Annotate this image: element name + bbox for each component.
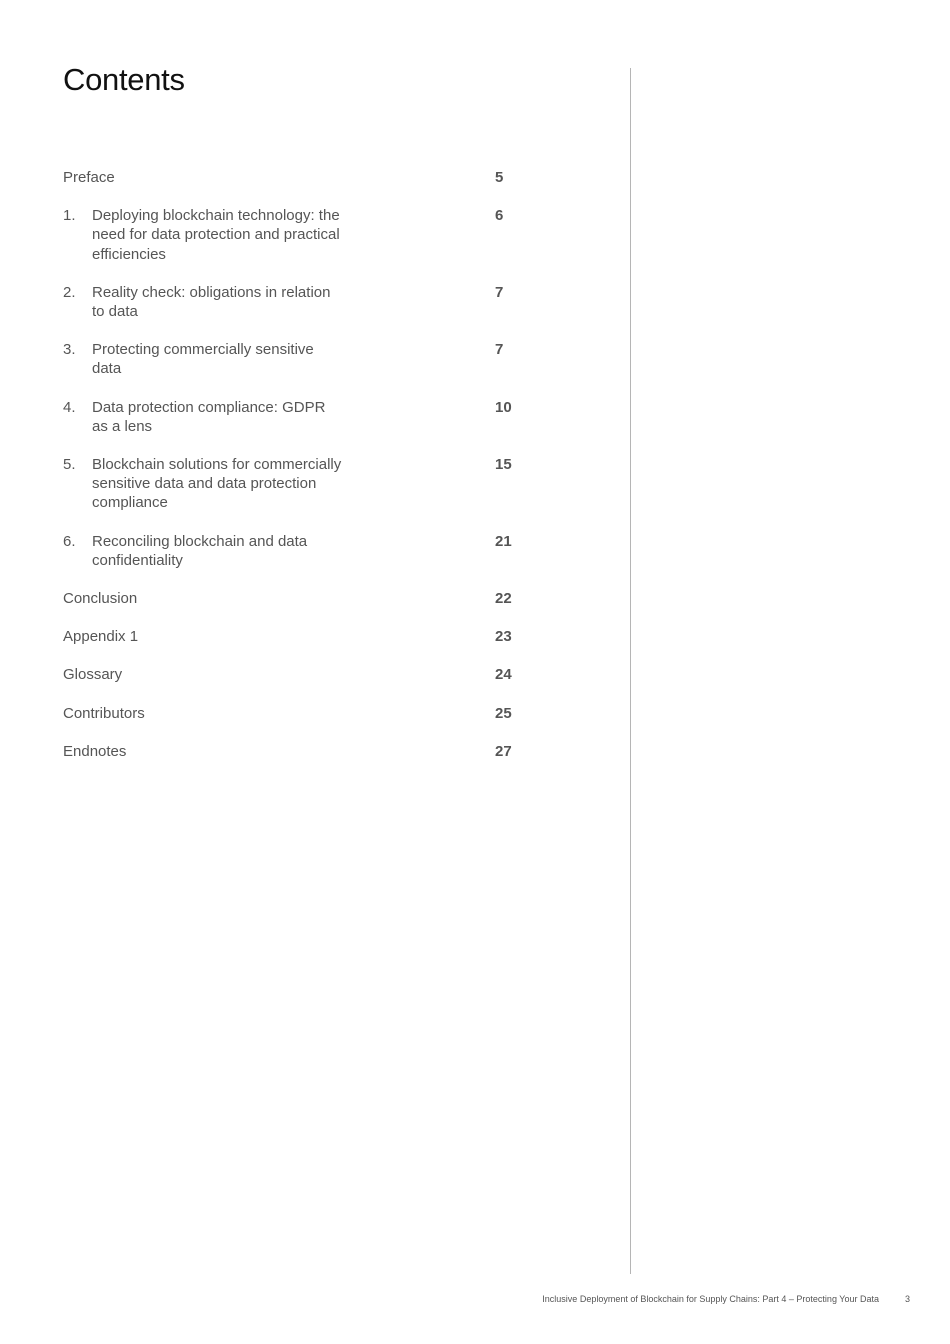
toc-entry-endnotes[interactable] — [63, 742, 523, 761]
toc-page-number: 5 — [495, 169, 504, 186]
toc-page-number: 7 — [495, 341, 504, 359]
footer-document-title: Inclusive Deployment of Blockchain for Supply Chains: Part 4 – Protecting Your Data — [542, 1294, 879, 1304]
toc-page-number: 24 — [495, 666, 512, 684]
toc-entry-appendix-1[interactable] — [63, 627, 523, 646]
toc-entry-title: Reality check: obligations in relation to data — [92, 283, 331, 321]
toc-entry-title: Glossary — [63, 666, 123, 684]
toc-page-number: 23 — [495, 628, 512, 646]
toc-entry-title: Preface — [63, 169, 115, 186]
toc-page-number: 6 — [495, 207, 504, 225]
toc-entry-title: Contributors — [63, 704, 145, 722]
toc-entry-section-5[interactable] — [63, 455, 523, 513]
toc-entry-section-6[interactable] — [63, 532, 523, 570]
vertical-divider — [630, 68, 631, 1274]
toc-page-number: 15 — [495, 456, 512, 474]
toc-section-number: 1. — [63, 207, 76, 225]
toc-entry-title: Blockchain solutions for commercially sensitive data and data protection compliance — [92, 456, 342, 512]
toc-entry-title: Deploying blockchain technology: the need for data protection and practical efficiencies — [92, 207, 340, 263]
toc-section-number: 5. — [63, 456, 76, 474]
toc-page-number: 25 — [495, 704, 512, 722]
toc-entry-title: Data protection compliance: GDPR as a lens — [92, 398, 326, 435]
toc-entry-section-1[interactable] — [63, 206, 523, 264]
toc-page-number: 10 — [495, 398, 512, 416]
toc-entry-glossary[interactable] — [63, 665, 523, 684]
toc-entry-contributors[interactable] — [63, 704, 523, 723]
page-title: Contents — [63, 62, 185, 97]
toc-entry-title: Endnotes — [63, 742, 127, 760]
toc-entry-conclusion[interactable] — [63, 589, 523, 608]
table-of-contents — [63, 168, 523, 780]
toc-section-number: 4. — [63, 398, 76, 416]
toc-section-number: 2. — [63, 283, 76, 301]
toc-page-number: 21 — [495, 532, 512, 550]
toc-page-number: 22 — [495, 590, 512, 608]
toc-entry-section-4[interactable] — [63, 398, 523, 436]
footer-page-number: 3 — [904, 1294, 910, 1304]
toc-page-number: 7 — [495, 283, 504, 301]
toc-entry-title: Conclusion — [63, 590, 138, 608]
toc-entry-title: Protecting commercially sensitive data — [92, 341, 314, 378]
toc-entry-title: Reconciling blockchain and data confidentiality — [92, 532, 308, 569]
toc-page-number: 27 — [495, 742, 512, 760]
toc-entry-section-2[interactable] — [63, 283, 523, 321]
toc-section-number: 6. — [63, 532, 76, 550]
toc-entry-preface[interactable] — [63, 168, 523, 187]
toc-entry-section-3[interactable] — [63, 340, 523, 378]
toc-entry-title: Appendix 1 — [63, 628, 139, 646]
toc-section-number: 3. — [63, 341, 76, 359]
page-footer — [542, 1294, 910, 1304]
